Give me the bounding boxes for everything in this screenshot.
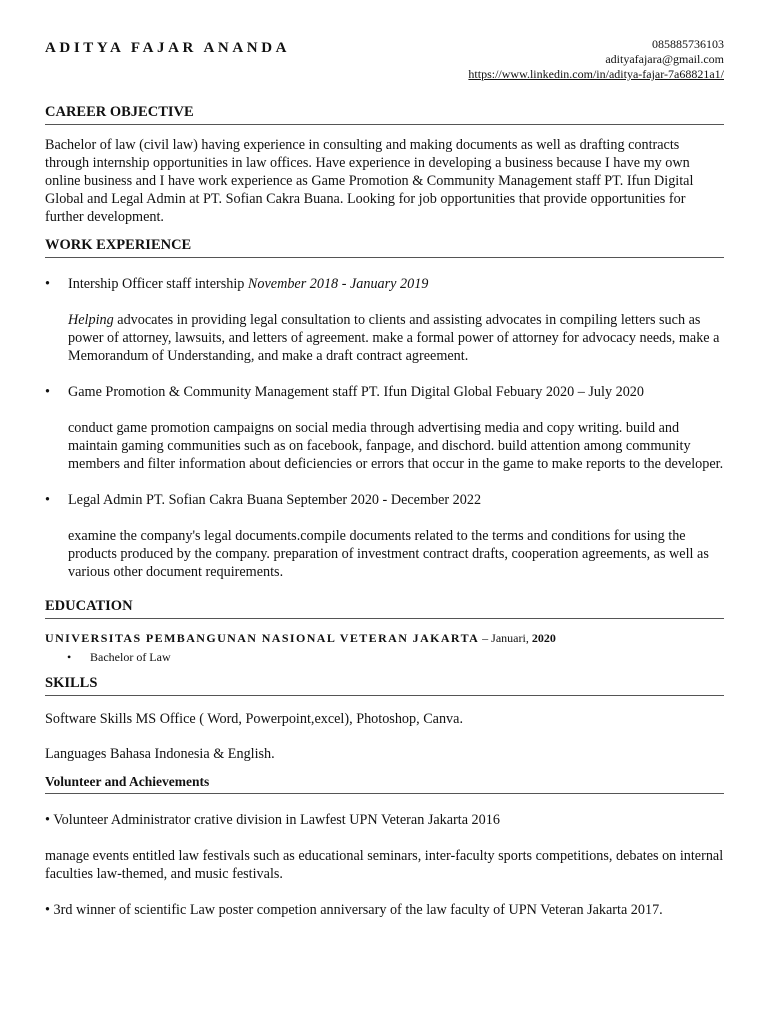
degree-item — [45, 650, 724, 665]
education-title: EDUCATION — [45, 598, 724, 619]
volunteer-item: • Volunteer Administrator crative division in Lawfest UPN Veteran Jakarta 2016 — [45, 812, 500, 828]
work-title: WORK EXPERIENCE — [45, 237, 724, 258]
achievement-item: • 3rd winner of scientific Law poster competion anniversary of the law faculty of UPN Veteran Jakarta 2017. — [45, 902, 663, 918]
phone-number: 085885736103 — [652, 37, 724, 51]
job-role: Game Promotion & Community Management staff PT. Ifun Digital Global Febuary 2020 – July 2020 — [68, 384, 644, 400]
job-description-emphasis: Helping — [68, 312, 114, 328]
job-period: November 2018 - January 2019 — [247, 276, 429, 292]
job-description: conduct game promotion campaigns on social media through advertising media and copy writing. build and maintain gaming communities such as on facebook, fanpage, and dischord. build attention among community members and filter information about deficiencies or errors that occur in the game to make reports to the developer. — [68, 420, 724, 472]
bullet-icon: • — [45, 492, 50, 508]
education-section — [45, 598, 724, 665]
job-description — [45, 311, 724, 365]
job-description-text: advocates in providing legal consultation to clients and assisting advocates in compiling letters such as power of attorney, lawsuits, and letters of agreement. make a formal power of attorney for advocacy needs, make a Memorandum of Understanding, and make a draft contract agreement. — [68, 312, 720, 364]
email-address: adityafajara@gmail.com — [605, 52, 724, 66]
job-role: Legal Admin PT. Sofian Cakra Buana September 2020 - December 2022 — [68, 492, 482, 508]
skills-section — [45, 675, 724, 763]
dash: – — [479, 631, 492, 645]
job-description: examine the company's legal documents.compile documents related to the terms and conditions for using the products produced by the company. preparation of investment contract drafts, cooperation agreements, as well as various other document requirements. — [68, 528, 709, 580]
education-school-line — [45, 631, 724, 646]
degree-text: Bachelor of Law — [90, 650, 171, 664]
school-name: UNIVERSITAS PEMBANGUNAN NASIONAL VETERAN JAKARTA — [45, 631, 480, 645]
job-entry — [45, 491, 724, 509]
graduation-date: Januari, — [491, 631, 532, 645]
job-entry — [45, 275, 724, 293]
volunteer-title: Volunteer and Achievements — [45, 774, 724, 794]
linkedin-link[interactable]: https://www.linkedin.com/in/aditya-fajar-7a68821a1/ — [468, 67, 724, 81]
bullet-icon: • — [67, 650, 72, 664]
career-title: CAREER OBJECTIVE — [45, 104, 724, 125]
candidate-name: ADITYA FAJAR ANANDA — [45, 40, 291, 56]
resume-header — [45, 0, 724, 100]
bullet-icon: • — [45, 384, 50, 400]
volunteer-item-description: manage events entitled law festivals such as educational seminars, inter-faculty sports competitions, debates on internal faculties law-themed, and music festivals. — [45, 848, 724, 882]
work-section — [45, 237, 724, 581]
career-section — [45, 104, 724, 226]
bullet-icon: • — [45, 276, 50, 292]
resume-page — [45, 0, 724, 919]
graduation-year: 2020 — [531, 631, 556, 645]
skills-title: SKILLS — [45, 675, 724, 696]
job-entry — [45, 383, 724, 401]
volunteer-section — [45, 774, 724, 919]
career-text: Bachelor of law (civil law) having experience in consulting and making documents as well as drafting contracts through internship opportunities in law offices. Have experience in developing a business because I have my own online business and I have work experience as Game Promotion & Community Management staff PT. Ifun Digital Global and Legal Admin at PT. Sofian Cakra Buana. Looking for job opportunities that provide opportunities for further development. — [45, 137, 694, 225]
contact-info — [468, 37, 724, 82]
job-role: Intership Officer staff intership — [68, 276, 248, 292]
software-skills: Software Skills MS Office ( Word, Powerpoint,excel), Photoshop, Canva. — [45, 711, 463, 727]
language-skills: Languages Bahasa Indonesia & English. — [45, 746, 275, 762]
